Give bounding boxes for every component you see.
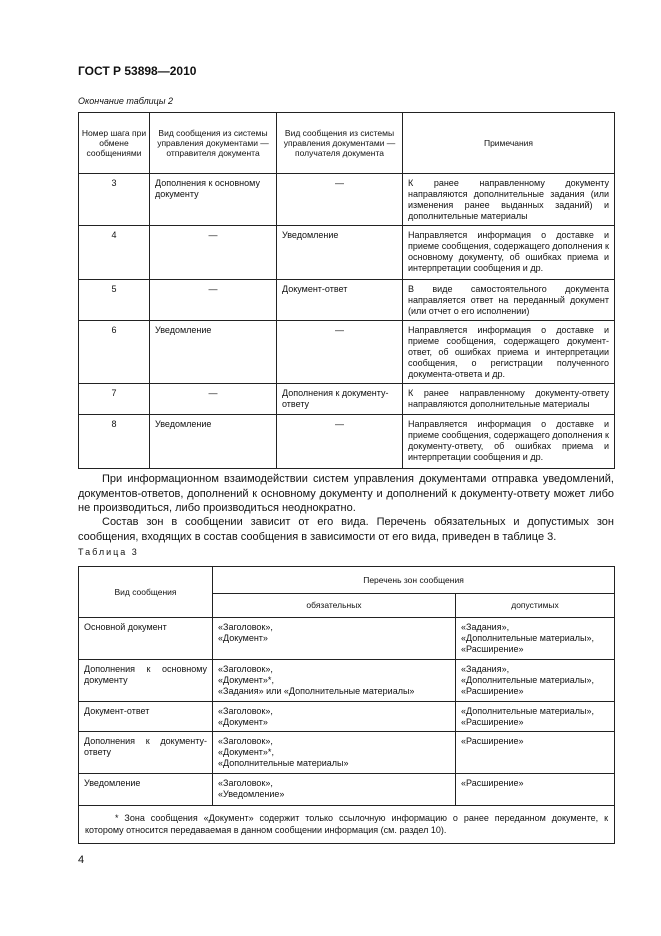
zone-item: «Дополнительные материалы», [461, 633, 595, 643]
page-number: 4 [78, 854, 85, 866]
sender-message: Уведомление [150, 415, 277, 469]
receiver-message: — [277, 415, 403, 469]
table3-footnote: * Зона сообщения «Документ» содержит только ссылочную информацию о ранее переданном документе, к которому относится передаваемая в данном сообщении информация (см. раздел 10). [79, 806, 615, 844]
note: Направляется информация о доставке и приеме сообщения, содержащего дополнения к основному документу, об ошибках приема и интерпретации сообщения и др. [403, 226, 615, 280]
allowed-zones [456, 618, 615, 660]
step-number: 4 [79, 226, 150, 280]
zone-item: «Расширение» [461, 717, 524, 727]
table-row [79, 702, 615, 732]
step-number: 7 [79, 384, 150, 415]
step-number: 6 [79, 321, 150, 384]
table2-header-notes: Примечания [403, 113, 615, 174]
paragraph-1: При информационном взаимодействии систем управления документами отправка уведомлений, документов-ответов, дополнений к основному документу и дополнений к документу-ответу может либо не производиться, либо производиться неоднократно. [78, 473, 614, 514]
zone-item: «Документ»*, [218, 675, 274, 685]
message-kind: Дополнения к документу-ответу [79, 732, 213, 774]
table-3 [78, 566, 615, 844]
required-zones [213, 660, 456, 702]
zone-item: «Заголовок», [218, 706, 273, 716]
zone-item: «Расширение» [461, 644, 524, 654]
zone-item: «Заголовок», [218, 622, 273, 632]
zone-item: «Расширение» [461, 686, 524, 696]
allowed-zones [456, 702, 615, 732]
table-row [79, 415, 615, 469]
zone-item: «Документ» [218, 633, 268, 643]
required-zones [213, 732, 456, 774]
required-zones [213, 618, 456, 660]
zone-item: «Дополнительные материалы» [218, 758, 349, 768]
allowed-zones [456, 774, 615, 806]
allowed-zones [456, 732, 615, 774]
table-2 [78, 112, 615, 469]
sender-message: Дополнения к основному документу [150, 174, 277, 226]
message-kind: Уведомление [79, 774, 213, 806]
receiver-message: — [277, 321, 403, 384]
step-number: 5 [79, 280, 150, 321]
table-row [79, 732, 615, 774]
zone-item: «Заголовок», [218, 778, 273, 788]
zone-item: «Расширение» [461, 736, 524, 746]
message-kind: Дополнения к основному документу [79, 660, 213, 702]
note: Направляется информация о доставке и приеме сообщения, содержащего дополнения к документу-ответу, об ошибках приема и интерпретации сообщения и др. [403, 415, 615, 469]
required-zones [213, 774, 456, 806]
sender-message: — [150, 384, 277, 415]
table3-header-zones: Перечень зон сообщения [213, 567, 615, 594]
zone-item: «Задания», [461, 664, 510, 674]
table-row [79, 384, 615, 415]
zone-item: «Дополнительные материалы», [461, 675, 595, 685]
receiver-message: Уведомление [277, 226, 403, 280]
receiver-message: — [277, 174, 403, 226]
sender-message: Уведомление [150, 321, 277, 384]
table-row [79, 618, 615, 660]
table3-header-kind: Вид сообщения [79, 567, 213, 618]
table-row [79, 774, 615, 806]
table-row [79, 321, 615, 384]
table-row [79, 660, 615, 702]
document-id: ГОСТ Р 53898—2010 [78, 64, 197, 78]
table2-header-row [79, 113, 615, 174]
zone-item: «Документ»*, [218, 747, 274, 757]
sender-message: — [150, 226, 277, 280]
required-zones [213, 702, 456, 732]
receiver-message: Дополнения к документу-ответу [277, 384, 403, 415]
table-row [79, 226, 615, 280]
table3-footnote-row [79, 806, 615, 844]
step-number: 8 [79, 415, 150, 469]
receiver-message: Документ-ответ [277, 280, 403, 321]
table2-header-receiver: Вид сообщения из системы управления документами — получателя документа [277, 113, 403, 174]
zone-item: «Заголовок», [218, 664, 273, 674]
allowed-zones [456, 660, 615, 702]
zone-item: «Расширение» [461, 778, 524, 788]
message-kind: Документ-ответ [79, 702, 213, 732]
sender-message: — [150, 280, 277, 321]
zone-item: «Уведомление» [218, 789, 285, 799]
zone-item: «Документ» [218, 717, 268, 727]
table2-caption: Окончание таблицы 2 [78, 96, 173, 106]
table-row [79, 280, 615, 321]
table2-header-sender: Вид сообщения из системы управления документами — отправителя документа [150, 113, 277, 174]
paragraph-2: Состав зон в сообщении зависит от его вида. Перечень обязательных и допустимых зон сообщения, входящих в состав сообщения в зависимости от его вида, приведен в таблице 3. [78, 516, 614, 543]
note: Направляется информация о доставке и приеме сообщения, содержащего документ-ответ, об ошибках приема и интерпретации сообщения, о регистрации полученного документа-ответа и др. [403, 321, 615, 384]
zone-item: «Задания» или «Дополнительные материалы» [218, 686, 415, 696]
note: К ранее направленному документу-ответу направляются дополнительные материалы [403, 384, 615, 415]
table3-caption: Таблица 3 [78, 547, 139, 557]
table-row [79, 174, 615, 226]
note: В виде самостоятельного документа направляется ответ на переданный документ (или отчет о его исполнении) [403, 280, 615, 321]
table3-header-allowed: допустимых [456, 594, 615, 618]
zone-item: «Задания», [461, 622, 510, 632]
zone-item: «Заголовок», [218, 736, 273, 746]
table2-header-step: Номер шага при обмене сообщениями [79, 113, 150, 174]
message-kind: Основной документ [79, 618, 213, 660]
table3-header-row [79, 567, 615, 594]
zone-item: «Дополнительные материалы», [461, 706, 595, 716]
step-number: 3 [79, 174, 150, 226]
note: К ранее направленному документу направляются дополнительные задания (или изменения ранее выданных заданий) и дополнительные материалы [403, 174, 615, 226]
table3-header-required: обязательных [213, 594, 456, 618]
